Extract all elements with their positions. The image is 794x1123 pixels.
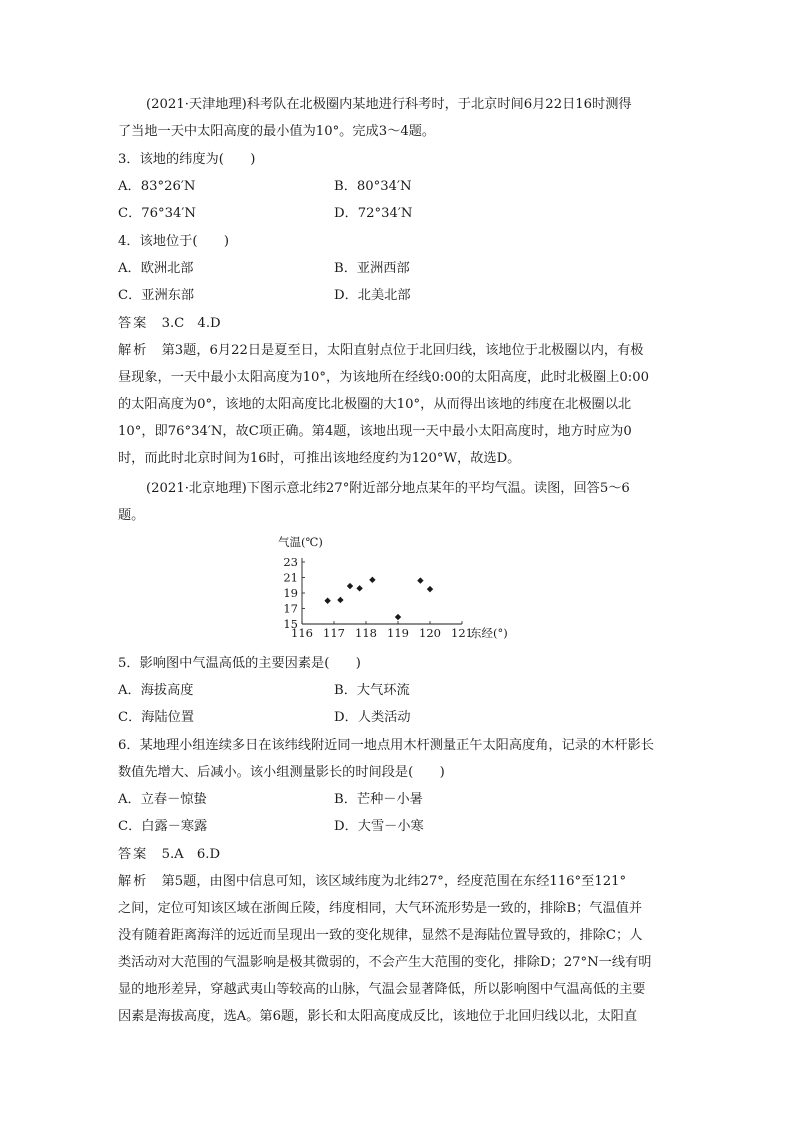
x-tick-label: 116 xyxy=(291,626,313,640)
answer-label: 答案 xyxy=(118,316,149,331)
q6-option-b: B．芒种－小暑 xyxy=(334,792,423,807)
x-tick-label: 121 xyxy=(451,626,473,640)
x-tick-label: 119 xyxy=(387,626,409,640)
x-tick-label: 117 xyxy=(323,626,345,640)
data-point xyxy=(369,577,375,583)
y-tick-label: 23 xyxy=(283,555,298,569)
q34-analysis-line5: 时，而此时北京时间为16时，可推出该地经度约为120°W，故选D。 xyxy=(118,451,521,466)
q34-stem-line2: 了当地一天中太阳高度的最小值为10°。完成3～4题。 xyxy=(118,124,436,139)
q56-analysis-line5: 显的地形差异，穿越武夷山等较高的山脉，气温会显著降低，所以影响图中气温高低的主要 xyxy=(118,982,646,997)
x-tick-label: 118 xyxy=(355,626,377,640)
q5-option-b: B．大气环流 xyxy=(334,683,410,698)
q56-analysis-line2: 之间，定位可知该区域在浙闽丘陵，纬度相同，大气环流形势是一致的，排除B；气温值并 xyxy=(118,901,642,916)
q34-answer xyxy=(118,315,680,333)
q4-option-c: C．亚洲东部 xyxy=(118,288,195,303)
x-tick-label: 120 xyxy=(419,626,441,640)
q3-option-d: D．72°34′N xyxy=(334,206,413,221)
answer-label: 答案 xyxy=(118,847,149,862)
temperature-scatter-chart xyxy=(276,532,526,644)
q3-option-a: A．83°26′N xyxy=(118,179,196,194)
q6-question-line2: 数值先增大、后减小。该小组测量影长的时间段是( ) xyxy=(118,765,445,780)
analysis-label: 解析 xyxy=(118,343,149,358)
data-point xyxy=(356,585,362,591)
chart-axes xyxy=(302,558,462,624)
answer-value: 3.C 4.D xyxy=(161,316,221,331)
q4-option-b: B．亚洲西部 xyxy=(334,261,410,276)
q56-answer xyxy=(118,846,680,864)
y-tick-label: 19 xyxy=(283,586,298,600)
q6-option-d: D．大雪－小寒 xyxy=(334,819,424,834)
q4-question: 4．该地位于( ) xyxy=(118,234,229,249)
chart-points xyxy=(324,577,433,621)
q4-option-a: A．欧洲北部 xyxy=(118,261,194,276)
q56-stem-line1: (2021·北京地理)下图示意北纬27°附近部分地点某年的平均气温。读图，回答5～6 xyxy=(146,481,630,496)
data-point xyxy=(324,598,330,604)
analysis-label: 解析 xyxy=(118,874,149,889)
q3-option-c: C．76°34′N xyxy=(118,206,196,221)
data-point xyxy=(337,597,343,603)
q3-question: 3．该地的纬度为( ) xyxy=(118,152,256,167)
q34-analysis-line2: 昼现象，一天中最小太阳高度为10°，为该地所在经线0:00的太阳高度，此时北极圈上0:00 xyxy=(118,370,649,385)
q34-analysis-line1 xyxy=(118,342,680,360)
chart-ticks xyxy=(283,555,473,640)
y-tick-label: 17 xyxy=(283,601,298,616)
q4-option-d: D．北美北部 xyxy=(334,288,411,303)
chart-y-axis-label: 气温(℃) xyxy=(278,535,323,549)
analysis-text: 第3题，6月22日是夏至日，太阳直射点位于北回归线，该地位于北极圈以内，有极 xyxy=(161,343,644,358)
y-tick-label: 15 xyxy=(283,617,298,631)
q56-stem-line2: 题。 xyxy=(118,508,145,523)
q34-analysis-line4: 10°，即76°34′N，故C项正确。第4题，该地出现一天中最小太阳高度时，地方时应为0 xyxy=(118,424,632,439)
q5-option-d: D．人类活动 xyxy=(334,710,411,725)
data-point xyxy=(347,583,353,589)
q34-analysis-line3: 的太阳高度为0°，该地的太阳高度比北极圈的大10°，从而得出该地的纬度在北极圈以北 xyxy=(118,397,632,412)
q56-analysis-line3: 没有随着距离海洋的远近而呈现出一致的变化规律，显然不是海陆位置导致的，排除C；人 xyxy=(118,928,643,943)
q5-option-c: C．海陆位置 xyxy=(118,710,195,725)
q5-option-a: A．海拔高度 xyxy=(118,683,194,698)
q56-analysis-line1 xyxy=(118,873,680,891)
q6-option-a: A．立春－惊蛰 xyxy=(118,792,207,807)
data-point xyxy=(417,577,423,583)
q6-question-line1: 6．某地理小组连续多日在该纬线附近同一地点用木杆测量正午太阳高度角，记录的木杆影长 xyxy=(118,738,654,753)
q34-stem-line1: (2021·天津地理)科考队在北极圈内某地进行科考时，于北京时间6月22日16时测得 xyxy=(146,97,632,112)
data-point xyxy=(395,614,401,620)
q56-analysis-line4: 类活动对大范围的气温影响是极其微弱的，不会产生大范围的变化，排除D；27°N一线有明 xyxy=(118,955,652,970)
q6-option-c: C．白露－寒露 xyxy=(118,819,208,834)
q5-question: 5．影响图中气温高低的主要因素是( ) xyxy=(118,656,361,671)
analysis-text: 第5题，由图中信息可知，该区域纬度为北纬27°，经度范围在东经116°至121° xyxy=(161,874,627,889)
answer-value: 5.A 6.D xyxy=(161,847,221,862)
chart-x-axis-label: 东经(°) xyxy=(470,626,508,640)
q3-option-b: B．80°34′N xyxy=(334,179,412,194)
q56-analysis-line6: 因素是海拔高度，选A。第6题，影长和太阳高度成反比，该地位于北回归线以北，太阳直 xyxy=(118,1009,638,1024)
y-tick-label: 21 xyxy=(283,570,298,585)
data-point xyxy=(427,586,433,592)
